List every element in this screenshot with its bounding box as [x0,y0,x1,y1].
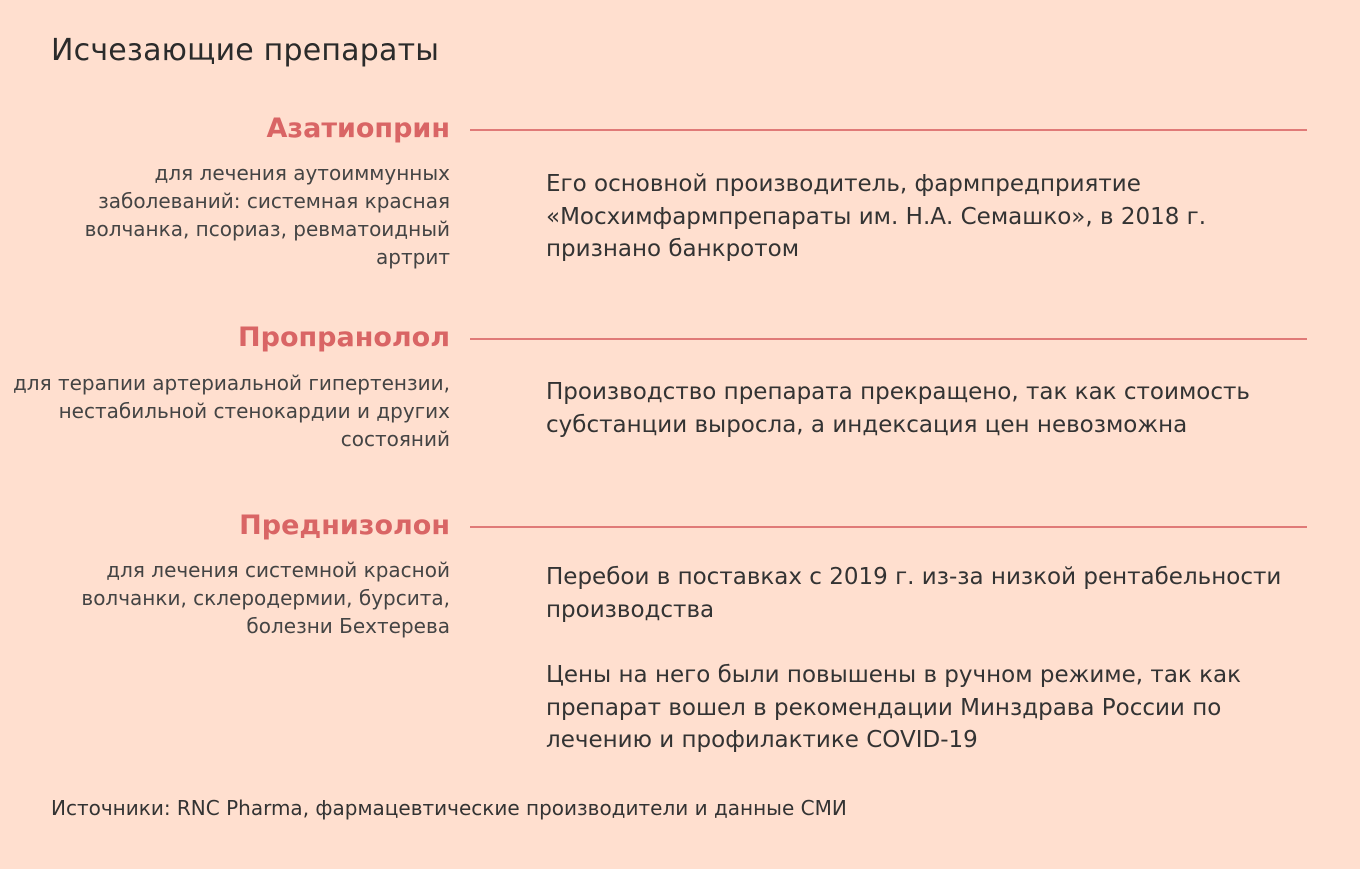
drug-name: Пропранолол [238,322,450,353]
source-note: Источники: RNC Pharma, фармацевтические производители и данные СМИ [51,796,847,820]
drug-name: Преднизолон [239,510,450,541]
drug-description [546,168,1326,266]
divider-line [470,526,1307,528]
drug-description-paragraph: Его основной производитель, фармпредприятие «Мосхимфармпрепараты им. Н.А. Семашко», в 2018 г. признано банкротом [546,171,1207,262]
drug-use-text: для лечения аутоиммунных заболеваний: системная красная волчанка, псориаз, ревматоидный артрит [84,161,450,269]
drug-description-paragraph: Производство препарата прекращено, так как стоимость субстанции выросла, а индексация цен невозможна [546,379,1250,438]
divider-line [470,129,1307,131]
divider-line [470,338,1307,340]
drug-use-text: для терапии артериальной гипертензии, нестабильной стенокардии и других состояний [12,371,450,451]
drug-description [546,561,1326,757]
drug-name: Азатиоприн [266,113,450,144]
drug-use-text: для лечения системной красной волчанки, склеродермии, бурсита, болезни Бехтерева [81,558,450,638]
drug-description-paragraph: Перебои в поставках с 2019 г. из-за низкой рентабельности производства [546,564,1282,623]
drug-description [546,376,1326,441]
drug-description-paragraph: Цены на него были повышены в ручном режиме, так как препарат вошел в рекомендации Минздрава России по лечению и профилактике COVID-19 [546,662,1241,753]
page-title: Исчезающие препараты [51,33,440,68]
